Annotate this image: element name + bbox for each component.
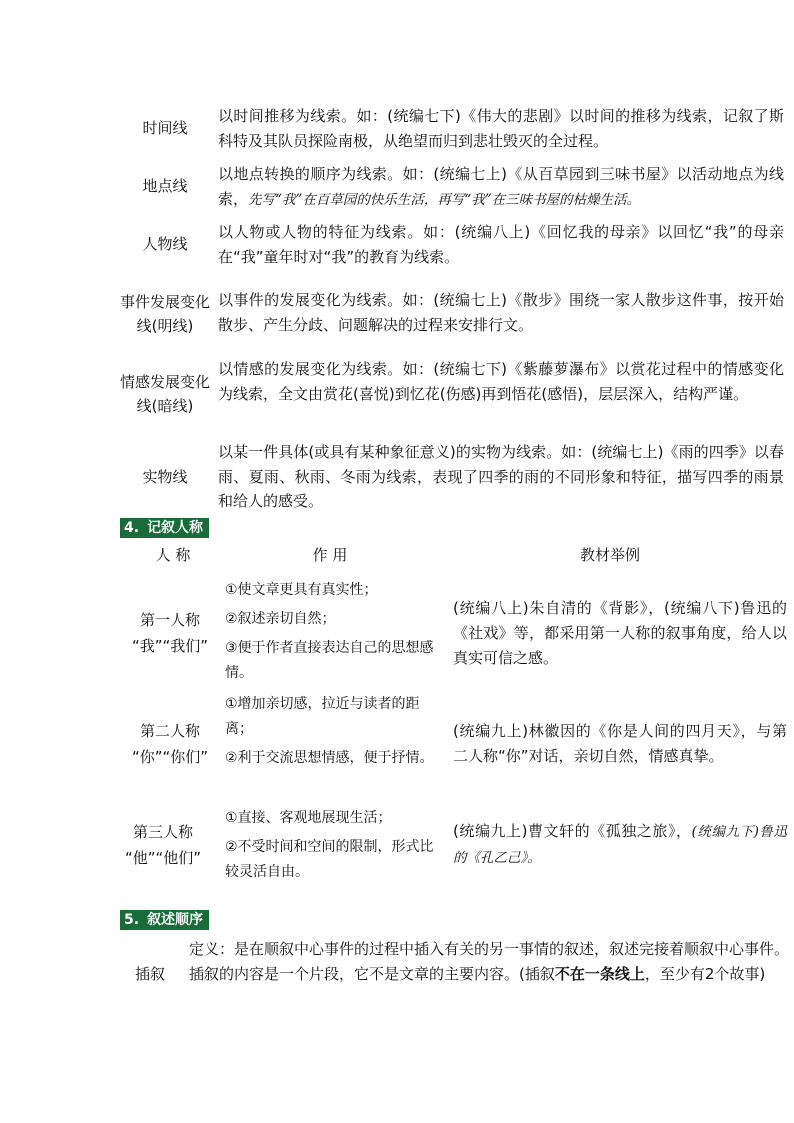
order-desc bbox=[189, 937, 789, 987]
clue-desc-part: 以地点转换的顺序为线索。如：(统编七上)《从百草园到三味书屋》以活动地点为线索， bbox=[218, 165, 784, 208]
section-heading-narrative-person bbox=[120, 518, 209, 538]
note-part: ，至少有2个故事) bbox=[644, 965, 766, 983]
clue-desc-script-part: 先写“我”在百草园的快乐生活，再写“我”在三味书屋的枯燥生活。 bbox=[248, 191, 641, 208]
example-cell bbox=[453, 806, 787, 884]
clue-name: 事件发展变化线(明线) bbox=[120, 293, 211, 335]
section-title: 叙述顺序 bbox=[147, 912, 204, 928]
clue-name: 时间线 bbox=[142, 119, 188, 137]
clue-name: 人物线 bbox=[142, 235, 188, 253]
clue-row-emotion bbox=[120, 357, 790, 431]
order-note bbox=[519, 965, 765, 983]
section-number: 5. bbox=[124, 912, 140, 928]
person-pronoun: “你”“你们” bbox=[131, 748, 209, 766]
effect-item: ③便于作者直接表达自己的思想感情。 bbox=[225, 640, 434, 681]
table-row-first-person bbox=[120, 578, 790, 688]
effect-item: ①使文章更具有真实性； bbox=[225, 582, 378, 598]
person-pronoun: “我”“我们” bbox=[131, 637, 209, 655]
clue-row-object bbox=[120, 440, 790, 514]
table-header-person: 人 称 bbox=[155, 546, 191, 564]
example-script-part: (统编九下)鲁迅的《孔乙己》。 bbox=[453, 824, 787, 866]
person-name: 第一人称 bbox=[139, 611, 200, 629]
clue-row-place bbox=[120, 162, 790, 210]
clue-row-person bbox=[120, 220, 790, 268]
clue-name: 地点线 bbox=[142, 177, 188, 195]
clue-desc: 以事件的发展变化为线索。如：(统编七上)《散步》围绕一家人散步这件事，按开始散步、产生分歧、问题解决的过程来安排行文。 bbox=[218, 291, 784, 334]
clue-row-event bbox=[120, 278, 790, 350]
effect-cell bbox=[225, 806, 437, 889]
clue-desc: 以时间推移为线索。如：(统编七下)《伟大的悲剧》以时间的推移为线索，记叙了斯科特及其队员探险南极，从绝望而归到悲壮毁灭的全过程。 bbox=[218, 107, 784, 150]
note-part: (插叙 bbox=[519, 965, 555, 983]
note-emphasis: 不在一条线上 bbox=[554, 965, 645, 983]
effect-cell bbox=[225, 578, 437, 690]
order-name: 插叙 bbox=[134, 965, 165, 983]
effect-item: ②不受时间和空间的限制，形式比较灵活自由。 bbox=[225, 839, 434, 880]
clue-desc: 以人物或人物的特征为线索。如：(统编八上)《回忆我的母亲》以回忆“我”的母亲在“我”童年时对“我”的教育为线索。 bbox=[218, 223, 784, 266]
effect-item: ②叙述亲切自然； bbox=[225, 611, 336, 627]
example-cell bbox=[453, 578, 787, 688]
effect-item: ②利于交流思想情感，便于抒情。 bbox=[225, 750, 434, 766]
person-cell bbox=[120, 578, 220, 688]
example-text: (统编九上)林徽因的《你是人间的四月天》，与第二人称“你”对话，亲切自然，情感真挚。 bbox=[453, 722, 787, 765]
person-name: 第三人称 bbox=[132, 823, 193, 841]
table-row-second-person bbox=[120, 692, 790, 796]
person-name: 第二人称 bbox=[139, 722, 200, 740]
clue-desc: 以某一件具体(或具有某种象征意义)的实物为线索。如：(统编七上)《雨的四季》以春雨、夏雨、秋雨、冬雨为线索，表现了四季的雨的不同形象和特征，描写四季的雨景和给人的感受。 bbox=[218, 443, 784, 510]
person-cell bbox=[120, 692, 220, 796]
effect-cell bbox=[225, 692, 437, 775]
table-header-effect: 作 用 bbox=[312, 546, 348, 564]
clue-desc bbox=[218, 162, 784, 212]
example-text: (统编八上)朱自清的《背影》，(统编八下)鲁迅的《社戏》等，都采用第一人称的叙事角度，给人以真实可信之感。 bbox=[453, 598, 787, 667]
effect-item: ①直接、客观地展现生活； bbox=[225, 810, 392, 826]
clue-desc: 以情感的发展变化为线索。如：(统编七下)《紫藤萝瀑布》以赏花过程中的情感变化为线索，全文由赏花(喜悦)到忆花(伤感)再到悟花(感悟)，层层深入，结构严谨。 bbox=[218, 360, 784, 403]
section-heading-narrative-order bbox=[120, 910, 209, 930]
table-row-third-person bbox=[120, 806, 790, 884]
clue-name: 实物线 bbox=[142, 468, 188, 486]
table-header-example: 教材举例 bbox=[579, 546, 640, 564]
clue-name: 情感发展变化线(暗线) bbox=[120, 373, 211, 415]
person-pronoun: “他”“他们” bbox=[124, 849, 202, 867]
section-number: 4. bbox=[124, 520, 140, 536]
order-definition: 定义：是在顺叙中心事件的过程中插入有关的另一事情的叙述，叙述完接着顺叙中心事件。插叙的内容是一个片段，它不是文章的主要内容。 bbox=[189, 940, 790, 983]
clue-row-time bbox=[120, 104, 790, 152]
section-title: 记叙人称 bbox=[147, 520, 204, 536]
example-part: (统编九上)曹文轩的《孤独之旅》， bbox=[453, 822, 692, 840]
example-cell bbox=[453, 692, 787, 796]
person-cell bbox=[120, 806, 206, 884]
example-text bbox=[453, 819, 787, 871]
effect-item: ①增加亲切感，拉近与读者的距离； bbox=[225, 696, 420, 737]
